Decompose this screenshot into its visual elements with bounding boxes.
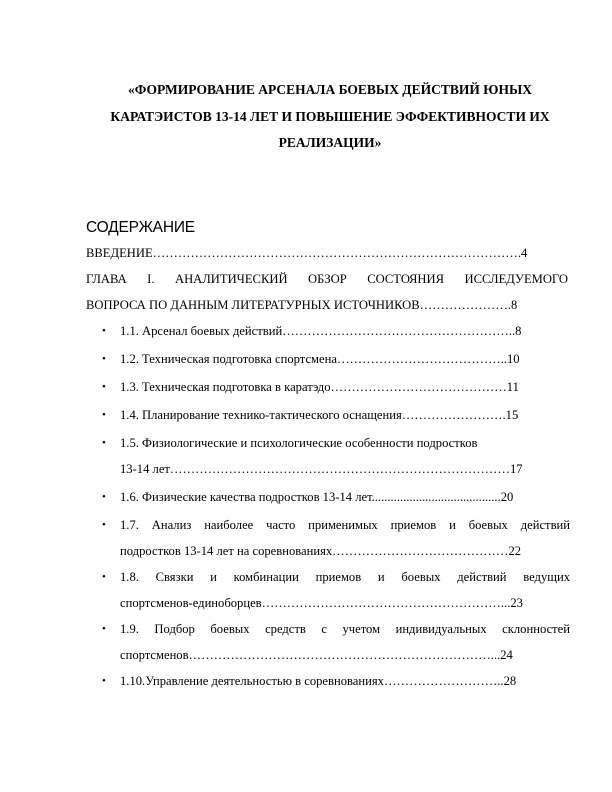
toc-heading: СОДЕРЖАНИЕ — [86, 219, 195, 236]
toc-entry-intro: ВВЕДЕНИЕ…………………………………………………………………………….4 — [86, 246, 528, 260]
bullet-icon: • — [102, 675, 106, 687]
toc-entry-chapter1-line2: ВОПРОСА ПО ДАННЫМ ЛИТЕРАТУРНЫХ ИСТОЧНИКОВ………………….8 — [86, 298, 518, 312]
toc-entry: 1.3. Техническая подготовка в каратэдо……………………………………11 — [120, 380, 519, 394]
toc-entry-chapter1-line1: ГЛАВА I. АНАЛИТИЧЕСКИЙ ОБЗОР СОСТОЯНИЯ ИССЛЕДУЕМОГО — [86, 272, 568, 286]
toc-entry: 1.7. Анализ наиболее часто применимых приемов и боевых действий — [120, 518, 570, 532]
toc-entry: 1.8. Связки и комбинации приемов и боевых действий ведущих — [120, 570, 570, 584]
document-title — [90, 77, 570, 157]
toc-entry: 1.1. Арсенал боевых действий………………………………………………..8 — [120, 324, 522, 338]
bullet-icon: • — [102, 381, 106, 393]
toc-entry-continuation: спортсменов………………………………………………………………...24 — [120, 648, 513, 662]
toc-entry: 1.10.Управление деятельностью в соревнованиях………………………..28 — [120, 674, 517, 688]
bullet-icon: • — [102, 437, 106, 449]
bullet-icon: • — [102, 571, 106, 583]
bullet-icon: • — [102, 623, 106, 635]
toc-entry-continuation: подростков 13-14 лет на соревнованиях……………………………………22 — [120, 544, 522, 558]
bullet-icon: • — [102, 353, 106, 365]
bullet-icon: • — [102, 491, 106, 503]
toc-entry: 1.4. Планирование технико-тактического оснащения…………………….15 — [120, 408, 519, 422]
toc-entry: 1.6. Физические качества подростков 13-14 лет.........................................20 — [120, 490, 514, 504]
toc-entry: 1.5. Физиологические и психологические особенности подростков — [120, 436, 478, 450]
title-line: КАРАТЭИСТОВ 13-14 ЛЕТ И ПОВЫШЕНИЕ ЭФФЕКТИВНОСТИ ИХ — [110, 108, 550, 124]
title-line: «ФОРМИРОВАНИЕ АРСЕНАЛА БОЕВЫХ ДЕЙСТВИЙ ЮНЫХ — [128, 82, 532, 97]
bullet-icon: • — [102, 409, 106, 421]
toc-entry: 1.9. Подбор боевых средств с учетом индивидуальных склонностей — [120, 622, 570, 636]
toc-entry-continuation: 13-14 лет………………………………………………………………………17 — [120, 462, 523, 476]
bullet-icon: • — [102, 325, 106, 337]
bullet-icon: • — [102, 519, 106, 531]
toc-entry: 1.2. Техническая подготовка спортсмена…………………………………..10 — [120, 352, 520, 366]
title-line: РЕАЛИЗАЦИИ» — [278, 135, 382, 150]
toc-entry-continuation: спортсменов-единоборцев…………………………………………………...23 — [120, 596, 523, 610]
